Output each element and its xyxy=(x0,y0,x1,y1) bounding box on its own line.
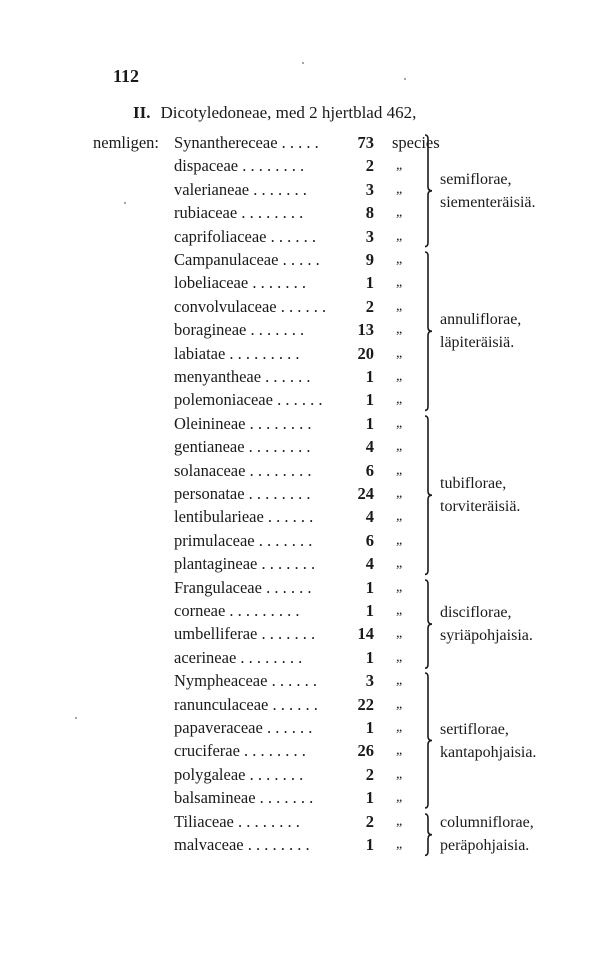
family-row xyxy=(174,203,434,225)
family-name: Nympheaceae . . . . . . xyxy=(174,671,317,691)
family-row xyxy=(174,297,434,319)
ditto-mark: „ xyxy=(396,486,403,501)
family-row xyxy=(174,812,434,834)
species-count: 73 xyxy=(357,133,374,152)
family-row xyxy=(174,437,434,459)
species-count: 1 xyxy=(365,788,374,808)
family-row xyxy=(174,344,434,366)
family-row xyxy=(174,741,434,763)
species-count: 13 xyxy=(357,320,374,340)
species-count: 2 xyxy=(365,764,374,784)
group-latin-name: tubiflorae, xyxy=(440,475,507,492)
family-name: valerianeae . . . . . . . xyxy=(174,179,307,199)
section-numeral: II. xyxy=(133,103,151,122)
ditto-mark: „ xyxy=(396,603,403,618)
species-count: 6 xyxy=(365,460,374,480)
family-row xyxy=(174,718,434,740)
family-name: gentianeae . . . . . . . . xyxy=(174,437,311,457)
ditto-mark: „ xyxy=(396,275,403,291)
family-row xyxy=(174,133,440,155)
species-count: 1 xyxy=(365,718,374,737)
group-brace xyxy=(424,673,434,808)
family-row xyxy=(174,250,434,272)
family-row xyxy=(174,273,434,295)
ditto-mark: „ xyxy=(396,345,403,361)
ditto-mark: „ xyxy=(396,813,403,829)
family-row xyxy=(174,156,434,178)
species-count: 2 xyxy=(365,156,374,176)
group-label xyxy=(440,168,536,214)
family-row xyxy=(174,320,434,342)
species-count: 1 xyxy=(365,390,374,410)
family-name: polemoniaceae . . . . . . xyxy=(174,390,323,410)
family-row xyxy=(174,367,434,389)
group-label xyxy=(440,811,534,857)
family-name: malvaceae . . . . . . . . xyxy=(174,835,310,854)
ditto-mark: „ xyxy=(396,556,403,572)
ditto-mark: „ xyxy=(396,415,403,431)
group-finnish-name: peräpohjaisia. xyxy=(440,837,530,855)
family-row xyxy=(174,554,434,576)
family-row xyxy=(174,648,434,670)
family-name: polygaleae . . . . . . . xyxy=(174,764,304,784)
family-row xyxy=(174,507,434,529)
species-count: 6 xyxy=(365,530,374,550)
group-finnish-name: kantapohjaisia. xyxy=(440,743,537,761)
ditto-mark: „ xyxy=(396,181,403,197)
family-row xyxy=(174,390,434,412)
unit-label: species xyxy=(392,133,440,152)
species-count: 26 xyxy=(357,741,374,761)
group-finnish-name: läpiteräisiä. xyxy=(440,334,515,352)
species-count: 3 xyxy=(365,671,374,691)
family-name: caprifoliaceae . . . . . . xyxy=(174,226,317,246)
group-finnish-name: siementeräisiä. xyxy=(440,193,536,211)
ditto-mark: „ xyxy=(396,649,403,665)
species-count: 14 xyxy=(357,624,374,644)
species-count: 1 xyxy=(365,835,374,854)
ditto-mark: „ xyxy=(396,369,403,384)
family-row xyxy=(174,414,434,436)
family-name: solanaceae . . . . . . . . xyxy=(174,460,312,480)
family-name: Synanthereceae . . . . . xyxy=(174,133,319,152)
family-name: Oleinineae . . . . . . . . xyxy=(174,413,312,433)
family-row xyxy=(174,695,434,717)
ditto-mark: „ xyxy=(396,837,403,852)
ditto-mark: „ xyxy=(396,439,403,455)
species-count: 3 xyxy=(365,179,374,199)
family-name: ranunculaceae . . . . . . xyxy=(174,694,318,714)
family-row xyxy=(174,835,434,857)
family-row xyxy=(174,624,434,646)
print-speck xyxy=(124,202,126,204)
group-latin-name: semiflorae, xyxy=(440,170,512,188)
group-brace xyxy=(424,416,434,574)
family-name: umbelliferae . . . . . . . xyxy=(174,624,316,644)
ditto-mark: „ xyxy=(396,462,403,478)
ditto-mark: „ xyxy=(396,626,403,642)
group-latin-name: disciflorae, xyxy=(440,603,512,621)
species-count: 1 xyxy=(365,647,374,667)
print-speck xyxy=(404,78,406,80)
species-count: 20 xyxy=(357,343,374,363)
species-count: 2 xyxy=(365,811,374,831)
species-count: 2 xyxy=(365,296,374,316)
ditto-mark: „ xyxy=(396,766,403,782)
group-brace xyxy=(424,135,434,247)
group-brace xyxy=(424,252,434,410)
family-name: plantagineae . . . . . . . xyxy=(174,554,316,574)
family-name: corneae . . . . . . . . . xyxy=(174,601,300,620)
species-count: 3 xyxy=(365,226,374,246)
group-finnish-name: syriäpohjaisia. xyxy=(440,626,533,644)
species-count: 22 xyxy=(357,694,374,714)
family-name: lobeliaceae . . . . . . . xyxy=(174,273,306,293)
family-name: dispaceae . . . . . . . . xyxy=(174,156,305,176)
ditto-mark: „ xyxy=(396,790,403,806)
print-speck xyxy=(302,62,304,64)
family-row xyxy=(174,788,434,810)
family-name: convolvulaceae . . . . . . xyxy=(174,296,327,316)
species-count: 1 xyxy=(365,601,374,620)
family-name: Frangulaceae . . . . . . xyxy=(174,577,312,597)
family-name: Tiliaceae . . . . . . . . xyxy=(174,811,300,831)
species-count: 4 xyxy=(365,437,374,457)
species-count: 1 xyxy=(365,413,374,433)
group-brace xyxy=(424,814,434,855)
group-latin-name: columniflorae, xyxy=(440,814,534,832)
family-row xyxy=(174,578,434,600)
ditto-mark: „ xyxy=(396,696,403,712)
ditto-mark: „ xyxy=(396,720,403,735)
ditto-mark: „ xyxy=(396,228,403,244)
family-row xyxy=(174,531,434,553)
family-name: Campanulaceae . . . . . xyxy=(174,250,320,269)
species-count: 8 xyxy=(365,203,374,223)
family-row xyxy=(174,461,434,483)
group-brace xyxy=(424,580,434,668)
ditto-mark: „ xyxy=(396,158,403,174)
species-count: 24 xyxy=(357,484,374,503)
family-name: menyantheae . . . . . . xyxy=(174,367,311,386)
family-name: cruciferae . . . . . . . . xyxy=(174,741,306,761)
ditto-mark: „ xyxy=(396,673,403,689)
ditto-mark: „ xyxy=(396,392,403,408)
family-name: lentibularieae . . . . . . xyxy=(174,507,314,527)
ditto-mark: „ xyxy=(396,532,403,548)
family-name: labiatae . . . . . . . . . xyxy=(174,343,300,363)
ditto-mark: „ xyxy=(396,579,403,595)
species-count: 1 xyxy=(365,273,374,293)
ditto-mark: „ xyxy=(396,509,403,525)
species-count: 4 xyxy=(365,554,374,574)
family-name: personatae . . . . . . . . xyxy=(174,484,311,503)
print-speck xyxy=(75,717,77,719)
group-latin-name: sertiflorae, xyxy=(440,720,509,738)
species-count: 9 xyxy=(365,250,374,269)
group-label xyxy=(440,308,521,354)
ditto-mark: „ xyxy=(396,322,403,338)
section-heading xyxy=(133,103,416,123)
group-label xyxy=(440,601,533,647)
species-count: 1 xyxy=(365,367,374,386)
family-name: rubiaceae . . . . . . . . xyxy=(174,203,304,223)
ditto-mark: „ xyxy=(396,252,403,267)
intro-word: nemligen: xyxy=(93,133,159,152)
family-row xyxy=(174,484,434,506)
species-count: 4 xyxy=(365,507,374,527)
family-row xyxy=(174,601,434,623)
group-label xyxy=(440,472,520,518)
family-row xyxy=(174,227,434,249)
family-name: primulaceae . . . . . . . xyxy=(174,530,313,550)
family-name: papaveraceae . . . . . . xyxy=(174,718,313,737)
family-row xyxy=(174,671,434,693)
section-title: Dicotyledoneae, med 2 hjertblad 462, xyxy=(160,103,417,122)
family-name: boragineae . . . . . . . xyxy=(174,320,305,340)
ditto-mark: „ xyxy=(396,298,403,314)
family-row xyxy=(174,765,434,787)
group-latin-name: annuliflorae, xyxy=(440,311,522,329)
group-label xyxy=(440,718,536,764)
group-finnish-name: torviteräisiä. xyxy=(440,498,521,515)
page-number: 112 xyxy=(113,66,140,86)
species-count: 1 xyxy=(365,577,374,597)
family-name: acerineae . . . . . . . . xyxy=(174,647,303,667)
family-name: balsamineae . . . . . . . xyxy=(174,788,314,808)
family-row xyxy=(174,180,434,202)
ditto-mark: „ xyxy=(396,205,403,221)
ditto-mark: „ xyxy=(396,743,403,759)
